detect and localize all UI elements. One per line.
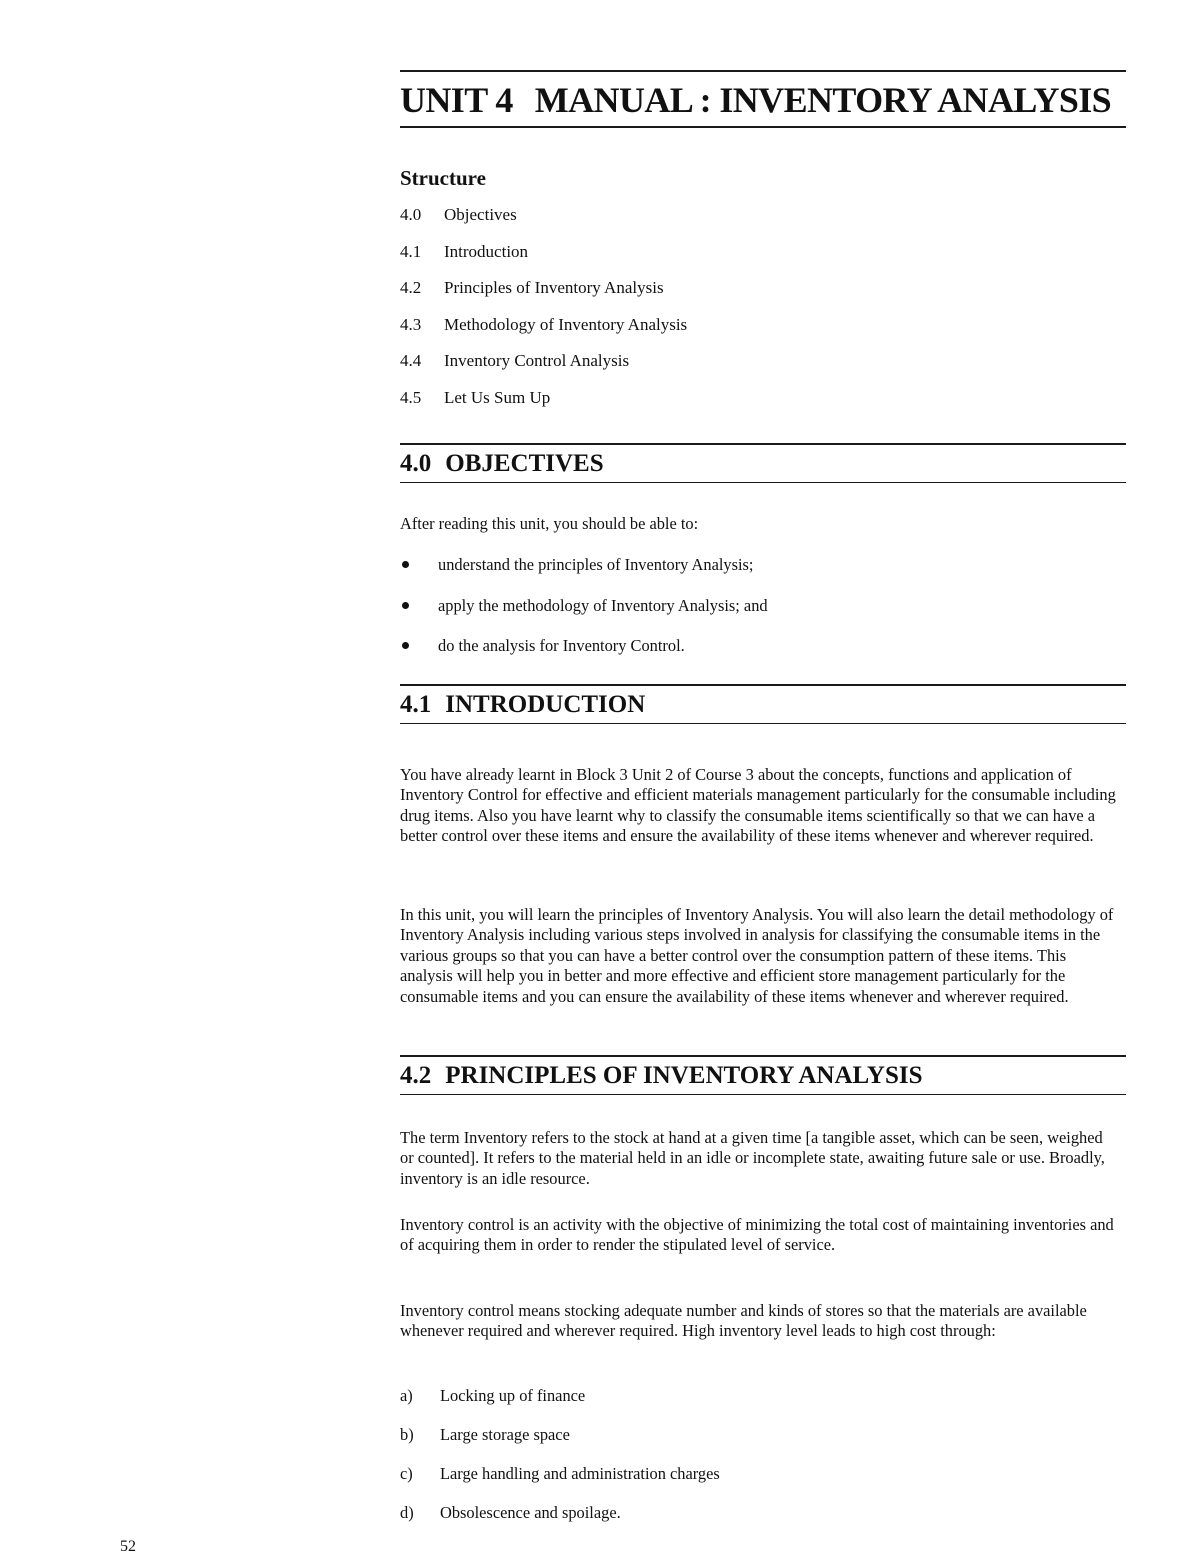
page-number: 52: [120, 1538, 136, 1555]
section-number: 4.1: [400, 691, 432, 718]
section-top-rule: [400, 684, 1126, 686]
list-item: [400, 1464, 1116, 1484]
toc-label: Objectives: [444, 205, 517, 224]
top-rule: [400, 70, 1126, 72]
list-item-text: do the analysis for Inventory Control.: [438, 636, 685, 655]
unit-number: UNIT 4: [400, 80, 513, 120]
list-item-label: c): [400, 1464, 413, 1483]
toc-number: 4.5: [400, 387, 422, 407]
section-bottom-rule: [400, 1094, 1126, 1095]
list-item-label: d): [400, 1503, 414, 1522]
section-number: 4.0: [400, 450, 432, 477]
principles-paragraph-3: Inventory control means stocking adequate number and kinds of stores so that the materials are available whenever required and wherever required. High inventory level leads to high cost through:: [400, 1301, 1087, 1341]
list-item: [400, 555, 1116, 575]
list-item-text: Obsolescence and spoilage.: [440, 1503, 621, 1522]
toc-label: Principles of Inventory Analysis: [444, 278, 664, 297]
section-title: [400, 1061, 1126, 1091]
section-top-rule: [400, 1055, 1126, 1057]
toc-number: 4.4: [400, 351, 422, 370]
toc-item: [400, 351, 1126, 371]
list-item-text: understand the principles of Inventory Analysis;: [438, 555, 754, 574]
objectives-intro: After reading this unit, you should be able to:: [400, 514, 699, 533]
introduction-heading: [400, 684, 1126, 724]
section-title: [400, 449, 1126, 479]
list-item: [400, 636, 1116, 656]
unit-title: [400, 80, 1126, 120]
toc-number: 4.3: [400, 314, 422, 334]
objectives-heading: [400, 443, 1126, 483]
introduction-paragraph-2: In this unit, you will learn the principles of Inventory Analysis. You will also learn the detail methodology of Inventory Analysis including various steps involved in analysis for classifying the consumable items in the various groups so that you can have a better control over the consumption pattern of these items. This analysis will help you in better and more effective and efficient store management particularly for the consumable items and you can ensure the availability of these items whenever and wherever required.: [400, 905, 1114, 1006]
list-item: [400, 1386, 1116, 1406]
unit-title-text: MANUAL : INVENTORY ANALYSIS: [534, 80, 1112, 120]
list-item-text: Large storage space: [440, 1425, 570, 1444]
section-title-text: INTRODUCTION: [445, 691, 646, 718]
toc-label: Introduction: [444, 241, 529, 261]
list-item: [400, 1425, 1116, 1445]
bullet-icon: [400, 636, 438, 656]
toc-item: [400, 278, 1126, 298]
toc-item: [400, 205, 1126, 225]
toc-item: [400, 388, 1126, 408]
toc-number: 4.2: [400, 278, 422, 297]
structure-heading: Structure: [400, 166, 486, 190]
objectives-list: [400, 555, 1116, 677]
bullet-icon: [400, 596, 438, 616]
principles-paragraph-1: The term Inventory refers to the stock at hand at a given time [a tangible asset, which can be seen, weighed or counted]. It refers to the material held in an idle or incomplete state, awaiting future sale or use. Broadly, inventory is an idle resource.: [400, 1128, 1105, 1188]
principles-list: [400, 1386, 1116, 1542]
principles-paragraph-2: Inventory control is an activity with the objective of minimizing the total cost of maintaining inventories and of acquiring them in order to render the stipulated level of service.: [400, 1215, 1114, 1255]
introduction-paragraph-1: You have already learnt in Block 3 Unit 2 of Course 3 about the concepts, functions and application of Inventory Control for effective and efficient materials management particularly for the consumable including drug items. Also you have learnt why to classify the consumable items scientifically so that we can have a better control over these items and ensure the availability of these items whenever and wherever required.: [400, 765, 1116, 846]
list-item-text: apply the methodology of Inventory Analysis; and: [438, 595, 768, 615]
unit-header: [400, 70, 1126, 128]
list-item-label: a): [400, 1386, 413, 1405]
bottom-rule: [400, 126, 1126, 128]
toc-label: Let Us Sum Up: [444, 387, 551, 407]
section-number: 4.2: [400, 1062, 432, 1089]
list-item: [400, 1503, 1116, 1523]
list-item-text: Locking up of finance: [440, 1386, 586, 1405]
section-title-text: OBJECTIVES: [445, 450, 604, 477]
section-title-text: PRINCIPLES OF INVENTORY ANALYSIS: [445, 1062, 923, 1089]
toc-number: 4.0: [400, 205, 422, 224]
toc-label: Inventory Control Analysis: [444, 351, 630, 370]
section-title: [400, 690, 1126, 720]
section-bottom-rule: [400, 723, 1126, 724]
toc-item: [400, 315, 1126, 335]
principles-heading: [400, 1055, 1126, 1095]
toc-item: [400, 242, 1126, 262]
list-item: [400, 596, 1116, 616]
list-item-label: b): [400, 1425, 414, 1444]
section-bottom-rule: [400, 482, 1126, 483]
bullet-icon: [400, 555, 438, 575]
section-top-rule: [400, 443, 1126, 445]
toc-number: 4.1: [400, 241, 422, 261]
list-item-text: Large handling and administration charges: [440, 1464, 720, 1483]
toc-label: Methodology of Inventory Analysis: [444, 314, 688, 334]
structure-section: [400, 165, 1126, 424]
